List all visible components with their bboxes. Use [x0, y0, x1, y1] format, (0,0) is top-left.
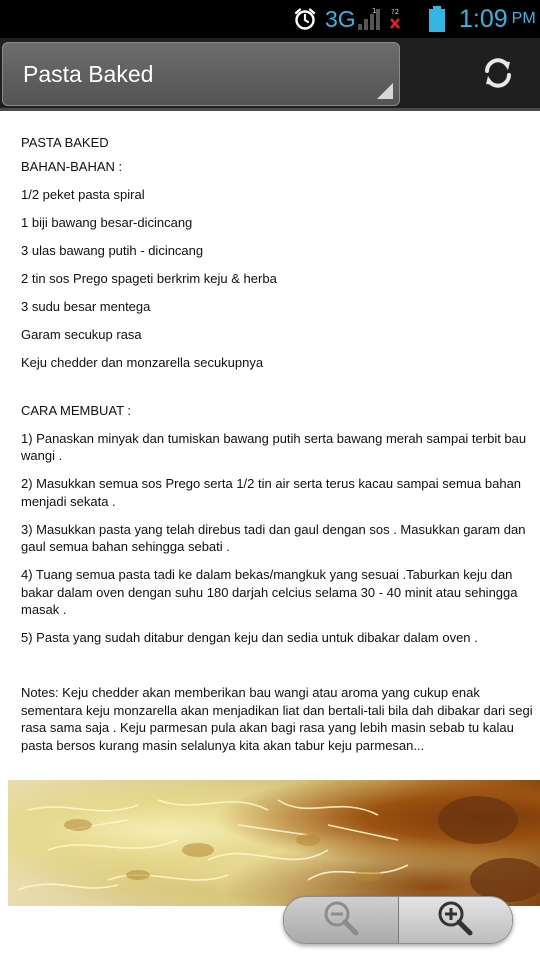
- svg-text:1: 1: [372, 7, 377, 15]
- refresh-icon: [480, 55, 516, 96]
- zoom-out-button[interactable]: [284, 897, 399, 943]
- recipe-title: PASTA BAKED: [21, 135, 109, 150]
- zoom-in-icon: [435, 898, 475, 943]
- status-clock: [459, 0, 536, 38]
- method-step: 1) Panaskan minyak dan tumiskan bawang putih serta bawang merah sampai terbit bau wangi .: [21, 430, 527, 463]
- network-type: 3G: [325, 5, 356, 32]
- alarm-clock-icon: [293, 0, 317, 38]
- ingredient-item: 1/2 peket pasta spiral: [21, 186, 145, 202]
- ingredient-item: Keju chedder dan monzarella secukupnya: [21, 354, 264, 370]
- clock-ampm: PM: [511, 10, 536, 27]
- spinner-indicator-icon: [377, 83, 393, 99]
- ingredient-item: 3 ulas bawang putih - dicincang: [21, 242, 204, 258]
- action-bar-divider: [0, 108, 540, 111]
- method-step: 3) Masukkan pasta yang telah direbus tadi dan gaul dengan sos . Masukkan garam dan gaul semua bahan sehingga sebati .: [21, 521, 526, 554]
- method-step: 5) Pasta yang sudah ditabur dengan keju dan sedia untuk dibakar dalam oven .: [21, 630, 478, 645]
- zoom-controls: [283, 896, 513, 944]
- refresh-button[interactable]: [470, 52, 526, 98]
- svg-text:?2: ?2: [391, 8, 400, 16]
- ingredient-item: Garam secukup rasa: [21, 326, 142, 342]
- baked-pasta-photo: [8, 780, 540, 906]
- ingredient-item: 3 sudu besar mentega: [21, 298, 151, 314]
- action-bar: [0, 38, 540, 110]
- zoom-in-button[interactable]: [399, 897, 513, 943]
- zoom-out-icon: [321, 898, 361, 943]
- method-heading: CARA MEMBUAT :: [21, 402, 132, 418]
- ingredient-item: 1 biji bawang besar-dicincang: [21, 214, 193, 230]
- ingredients-heading: BAHAN-BAHAN :: [21, 158, 123, 174]
- clock-time: 1:09: [459, 4, 508, 33]
- recipe-notes: Notes: Keju chedder akan memberikan bau wangi atau aroma yang cukup enak sementara keju monzarella akan menjadikan liat dan bertali-tali bila dah dibakar dari segi rasa sama saja . Keju parmesan pula akan bagi rasa yang lebih masin sebab tu kalau pasta bersos kurang masin selalunya kita akan tabur keju parmesan...: [21, 685, 533, 753]
- ingredient-item: 2 tin sos Prego spageti berkrim keju & herba: [21, 270, 277, 286]
- battery-icon: [428, 0, 446, 38]
- status-bar: [0, 0, 540, 38]
- recipe-content: [21, 134, 536, 765]
- method-step: 2) Masukkan semua sos Prego serta 1/2 tin air serta terus kacau sampai semua bahan menjadi sekata .: [21, 476, 522, 509]
- title-spinner[interactable]: [2, 42, 400, 106]
- page-title: Pasta Baked: [23, 61, 154, 87]
- signal-strength-icon: [358, 0, 408, 38]
- method-step: 4) Tuang semua pasta tadi ke dalam bekas/mangkuk yang sesuai .Taburkan keju dan bakar dalam oven dengan suhu 180 darjah celcius selama 30 - 40 minit atau sehingga masak .: [21, 567, 518, 617]
